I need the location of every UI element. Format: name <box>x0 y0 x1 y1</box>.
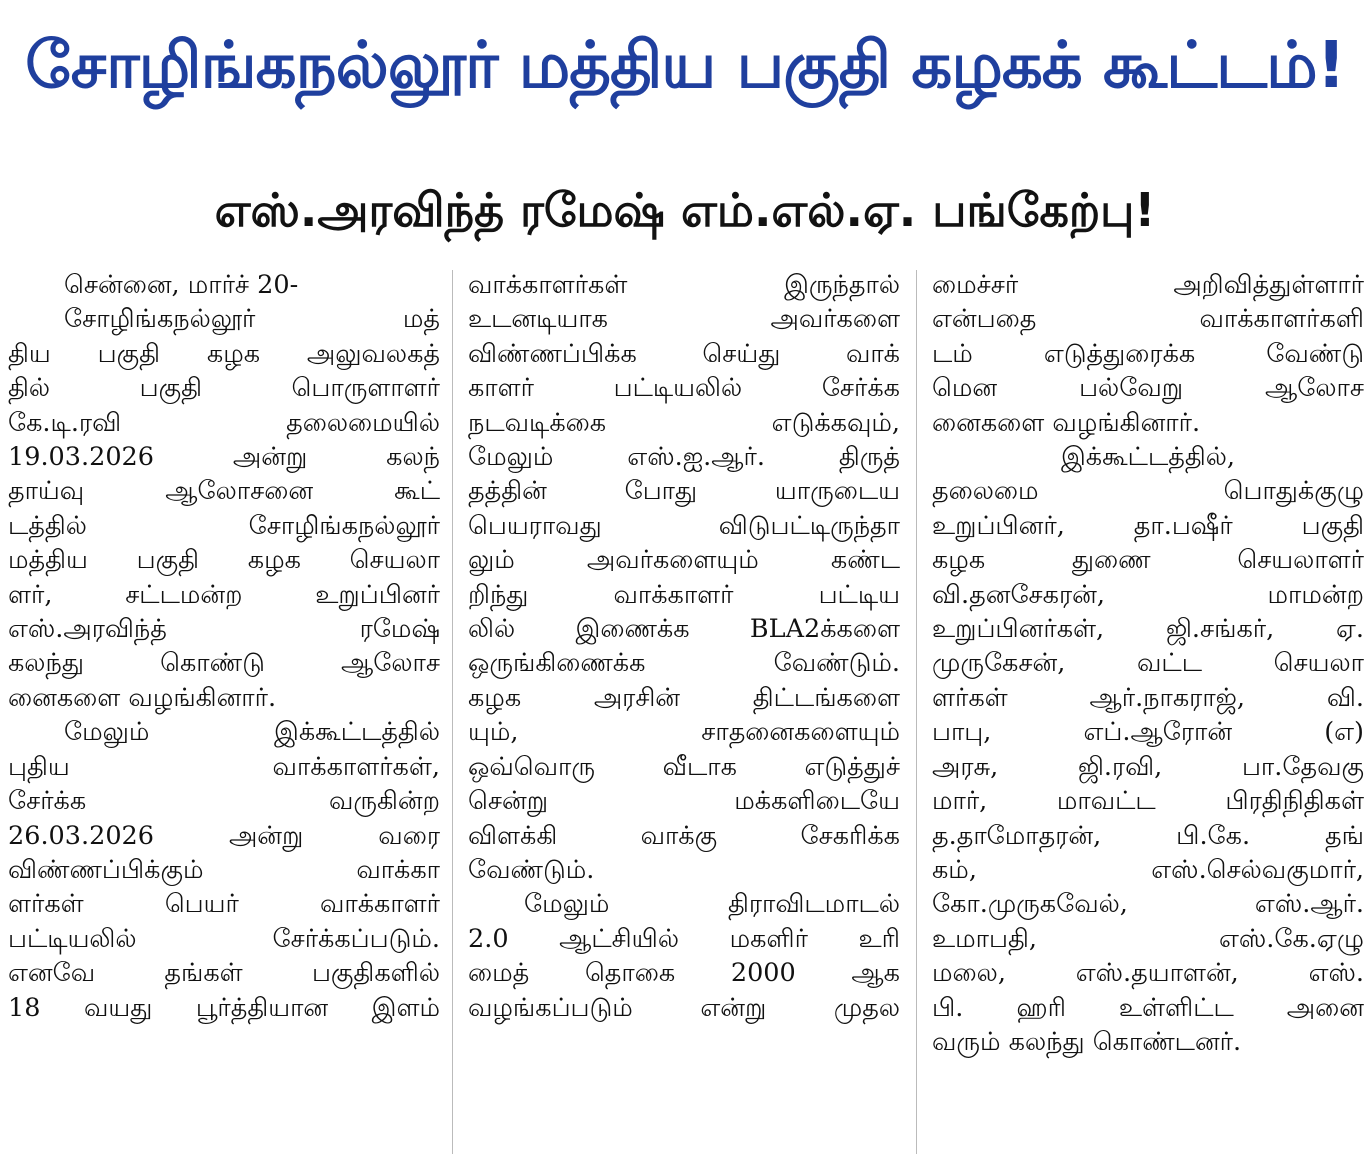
article-text-line: உறுப்பினர், தா.பஷீர் பகுதி <box>932 510 1364 541</box>
article-text-line: ஒவ்வொரு வீடாக எடுத்துச் <box>468 751 900 782</box>
article-text-line: வரும் கலந்து கொண்டனர். <box>932 1026 1242 1057</box>
article-text-line: பாபு, எப்.ஆரோன் (எ) <box>932 717 1364 748</box>
article-text-line: உமாபதி, எஸ்.கே.ஏழு <box>932 923 1364 954</box>
article-column-1 <box>8 268 440 1156</box>
article-text-line: விண்ணப்பிக்கும் வாக்கா <box>8 854 440 885</box>
article-column-2 <box>468 268 900 1156</box>
article-text-line: வேண்டும். <box>468 854 595 885</box>
article-text-line: தலைமை பொதுக்குழு <box>932 476 1364 507</box>
article-text-line: நடவடிக்கை எடுக்கவும், <box>468 407 900 438</box>
article-text-line: காளர் பட்டியலில் சேர்க்க <box>468 373 900 404</box>
article-text-line: ளர்கள் ஆர்.நாகராஜ், வி. <box>932 682 1364 713</box>
article-text-line: மென பல்வேறு ஆலோச <box>932 373 1364 404</box>
article-text-line: ளர்கள் பெயர் வாக்காளர் <box>8 889 440 920</box>
article-text-line: திய பகுதி கழக அலுவலகத் <box>8 338 440 369</box>
article-text-line: விளக்கி வாக்கு சேகரிக்க <box>468 820 900 851</box>
article-text-line: எனவே தங்கள் பகுதிகளில் <box>8 958 440 989</box>
article-text-line: சேர்க்க வருகின்ற <box>8 786 440 817</box>
article-text-line: சென்று மக்களிடையே <box>468 786 900 817</box>
article-text-line: ஒருங்கிணைக்க வேண்டும். <box>468 648 900 679</box>
article-text-line: மைச்சர் அறிவித்துள்ளார் <box>932 270 1364 300</box>
article-text-line: உறுப்பினர்கள், ஜி.சங்கர், ஏ. <box>932 614 1364 645</box>
article-text-line: கே.டி.ரவி தலைமையில் <box>8 407 440 438</box>
article-text-line: மேலும் திராவிடமாடல் <box>524 889 900 920</box>
article-column-3 <box>932 268 1364 1156</box>
article-text-line: அரசு, ஜி.ரவி, பா.தேவகு <box>932 751 1364 782</box>
article-text-line: எஸ்.அரவிந்த் ரமேஷ் <box>8 614 440 645</box>
article-text-line: மத்திய பகுதி கழக செயலா <box>8 545 440 576</box>
article-text-line: என்பதை வாக்காளர்களி <box>932 304 1364 335</box>
article-text-line: பி. ஹரி உள்ளிட்ட அனை <box>932 992 1364 1023</box>
article-text-line: வி.தனசேகரன், மாமன்ற <box>932 579 1364 610</box>
article-text-line: பெயராவது விடுபட்டிருந்தா <box>468 510 900 541</box>
subheadline: எஸ்.அரவிந்த் ரமேஷ் எம்.எல்.ஏ. பங்கேற்பு! <box>214 183 1156 237</box>
article-text-line: விண்ணப்பிக்க செய்து வாக் <box>468 338 900 369</box>
headline: சோழிங்கநல்லூர் மத்திய பகுதி கழகக் கூட்டம்! <box>25 29 1345 103</box>
article-text-line: லும் அவர்களையும் கண்ட <box>468 545 900 576</box>
article-text-line: கோ.முருகவேல், எஸ்.ஆர். <box>932 889 1364 920</box>
article-text-line: பட்டியலில் சேர்க்கப்படும். <box>8 923 440 954</box>
article-text-line: மேலும் எஸ்.ஐ.ஆர். திருத் <box>468 442 900 473</box>
article-text-line: டத்தில் சோழிங்கநல்லூர் <box>8 510 440 541</box>
article-text-line: மேலும் இக்கூட்டத்தில் <box>64 717 440 748</box>
article-text-line: மார், மாவட்ட பிரதிநிதிகள் <box>932 786 1364 817</box>
article-text-line: லில் இணைக்க BLA2க்களை <box>468 614 900 645</box>
article-text-line: மலை, எஸ்.தயாளன், எஸ். <box>932 958 1364 989</box>
article-text-line: டம் எடுத்துரைக்க வேண்டு <box>932 338 1364 369</box>
column-divider <box>452 270 453 1154</box>
article-text-line: கழக அரசின் திட்டங்களை <box>468 682 900 713</box>
article-text-line: சென்னை, மார்ச் 20- <box>64 270 299 300</box>
article-text-line: 18 வயது பூர்த்தியான இளம் <box>8 992 440 1023</box>
article-text-line: 19.03.2026 அன்று கலந் <box>8 442 440 473</box>
article-text-line: சோழிங்கநல்லூர் மத் <box>64 304 440 335</box>
article-text-line: கழக துணை செயலாளர் <box>932 545 1364 576</box>
article-text-line: றிந்து வாக்காளர் பட்டிய <box>468 579 900 610</box>
article-text-line: 26.03.2026 அன்று வரை <box>8 820 440 851</box>
article-text-line: உடனடியாக அவர்களை <box>468 304 900 335</box>
article-text-line: வாக்காளர்கள் இருந்தால் <box>468 270 900 300</box>
article-text-line: தத்தின் போது யாருடைய <box>468 476 900 507</box>
column-divider <box>916 270 917 1154</box>
article-text-line: கலந்து கொண்டு ஆலோச <box>8 648 440 679</box>
article-text-line: த.தாமோதரன், பி.கே. தங் <box>932 820 1364 851</box>
article-text-line: னைகளை வழங்கினார். <box>8 682 277 713</box>
article-text-line: ளர், சட்டமன்ற உறுப்பினர் <box>8 579 440 610</box>
article-text-line: முருகேசன், வட்ட செயலா <box>932 648 1364 679</box>
article-text-line: தில் பகுதி பொருளாளர் <box>8 373 440 404</box>
article-text-line: இக்கூட்டத்தில், <box>1060 442 1236 473</box>
article-text-line: புதிய வாக்காளர்கள், <box>8 751 440 782</box>
article-text-line: னைகளை வழங்கினார். <box>932 407 1201 438</box>
article-text-line: கம், எஸ்.செல்வகுமார், <box>932 854 1364 885</box>
article-text-line: தாய்வு ஆலோசனை கூட் <box>8 476 440 507</box>
article-text-line: யும், சாதனைகளையும் <box>468 717 900 748</box>
article-text-line: மைத் தொகை 2000 ஆக <box>468 958 900 989</box>
article-text-line: 2.0 ஆட்சியில் மகளிர் உரி <box>468 923 900 954</box>
article-text-line: வழங்கப்படும் என்று முதல <box>468 992 900 1023</box>
